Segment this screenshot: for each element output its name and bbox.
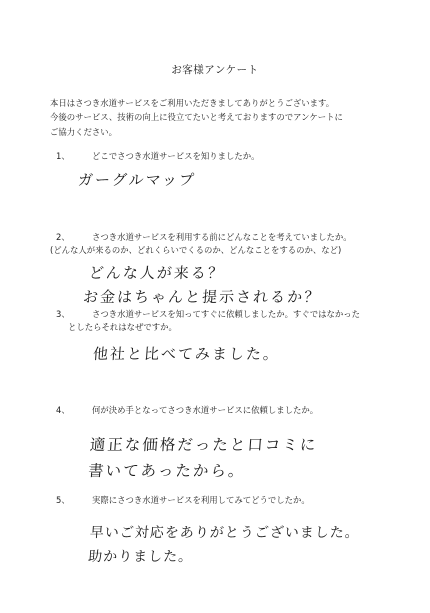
question-text: さつき水道サービスを利用する前にどんなことを考えていましたか。 <box>92 232 352 242</box>
question-text: 実際にさつき水道サービスを利用してみてどうでしたか。 <box>92 495 310 505</box>
answer-4 <box>87 432 318 484</box>
answer-line: どんな人が来る？ <box>88 264 226 282</box>
intro-line: 今後のサービス、技術の向上に役立てたいと考えておりますのでアンケートに <box>50 112 343 123</box>
question-number: 1、 <box>56 151 70 161</box>
answer-line: 助かりました。 <box>87 549 194 565</box>
answer-line: お金はちゃんと提示されるか？ <box>82 288 322 306</box>
answer-2 <box>82 261 323 309</box>
question-text: どこでさつき水道サービスを知りましたか。 <box>92 151 260 161</box>
question-number: 2、 <box>56 232 70 242</box>
intro-paragraph <box>50 96 400 139</box>
question-number: 5、 <box>56 495 70 505</box>
intro-line: 本日はさつき水道サービスをご利用いただきましてありがとうございます。 <box>50 98 335 108</box>
question-text-continued: としたらそれはなぜですか。 <box>68 322 177 332</box>
question-number: 4、 <box>56 405 70 415</box>
question-text: さつき水道サービスを知ってすぐに依頼しましたか。すぐではなかった <box>92 309 360 319</box>
answer-line: 早いご対応をありがとうございました。 <box>89 525 361 541</box>
page-title: お客様アンケート <box>171 64 259 76</box>
question-subtext: (どんな人が来るのか、どれくらいでくるのか、どんなことをするのか、など) <box>50 245 342 255</box>
question-number: 3、 <box>56 309 70 319</box>
answer-line: 他社と比べてみました。 <box>92 345 281 363</box>
answer-line: 適正な価格だったと口コミに <box>89 436 319 454</box>
answer-3 <box>92 343 281 365</box>
question-text: 何が決め手となってさつき水道サービスに依頼しましたか。 <box>92 405 319 415</box>
answer-line: ガーグルマップ <box>77 171 197 189</box>
answer-1 <box>77 170 196 190</box>
intro-line: ご協力ください。 <box>50 126 117 137</box>
answer-line: 書いてあったから。 <box>87 462 247 480</box>
answer-5 <box>87 521 360 569</box>
